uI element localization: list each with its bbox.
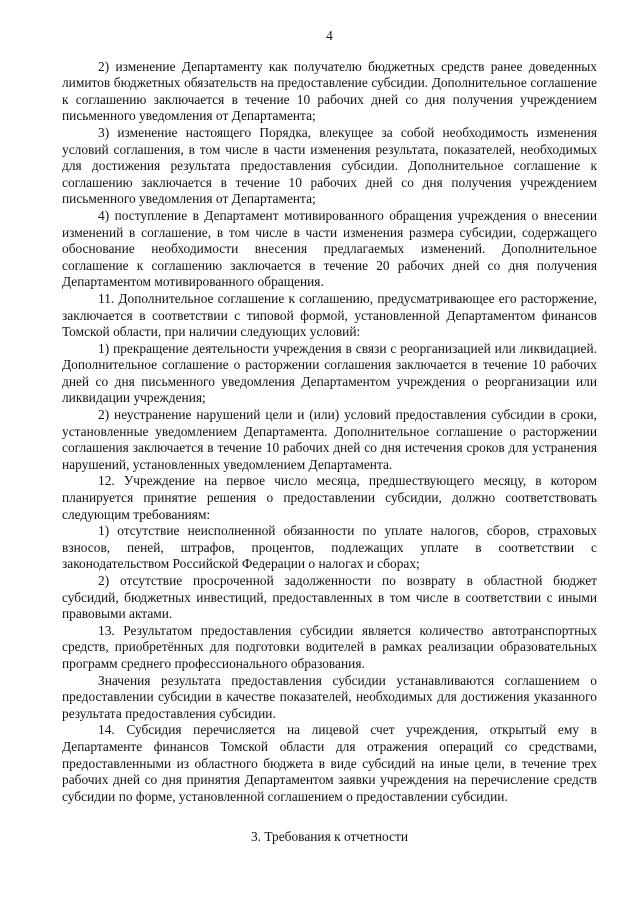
paragraph-clause-12-item-2: 2) отсутствие просроченной задолженности по возврату в областной бюджет субсидий, бюджетных инвестиций, предоставленных в том числе в соответствии с иными правовыми актами. <box>62 573 597 622</box>
paragraph-clause-13: 13. Результатом предоставления субсидии является количество автотранспортных средств, приобретённых для подготовки водителей в рамках реализации образовательных программ среднего профессионального образования. <box>62 622 597 671</box>
document-page <box>62 28 597 846</box>
section-heading: 3. Требования к отчетности <box>250 829 409 845</box>
paragraph-result-values: Значения результата предоставления субсидии устанавливаются соглашением о предоставлении субсидии в качестве показателей, необходимых для достижения указанного результата предоставления субсидии. <box>62 672 597 721</box>
paragraph-clause-11-item-1: 1) прекращение деятельности учреждения в связи с реорганизацией или ликвидацией. Дополнительное соглашение о расторжении соглашения заключается в течение 10 рабочих дней со дня письменного уведомления Департаментом учреждения о реорганизации или ликвидации учреждения; <box>62 340 597 406</box>
page-number: 4 <box>326 28 333 43</box>
paragraph-item-4-appeal: 4) поступление в Департамент мотивированного обращения учреждения о внесении изменений в соглашение, в том числе в части изменения размера субсидии, содержащего обоснование необходимости внесения предлагаемых изменений. Дополнительное соглашение к соглашению заключается в течение 20 рабочих дней со дня получения Департаментом мотивированного обращения. <box>62 207 597 290</box>
paragraph-clause-14: 14. Субсидия перечисляется на лицевой счет учреждения, открытый ему в Департаменте финансов Томской области для отражения операций со средствами, предоставленными из областного бюджета в виде субсидий на иные цели, в течение трех рабочих дней со дня принятия Департаментом заявки учреждения на перечисление средств субсидии по форме, установленной соглашением о предоставлении субсидии. <box>62 722 597 804</box>
paragraph-item-3-procedure-change: 3) изменение настоящего Порядка, влекущее за собой необходимость изменения условий соглашения, в том числе в части изменения результата, показателей, необходимых для достижения результата предоставления субсидии. Дополнительное соглашение к соглашению заключается в течение 10 рабочих дней со дня получения учреждением письменного уведомления от Департамента; <box>62 124 597 207</box>
paragraph-clause-12: 12. Учреждение на первое число месяца, предшествующего месяцу, в котором планируется принятие решения о предоставлении субсидии, должно соответствовать следующим требованиям: <box>62 473 597 522</box>
paragraph-clause-12-item-1: 1) отсутствие неисполненной обязанности по уплате налогов, сборов, страховых взносов, пеней, штрафов, процентов, подлежащих уплате в соответствии с законодательством Российской Федерации о налогах и сборах; <box>62 523 597 572</box>
paragraph-clause-11-item-2: 2) неустранение нарушений цели и (или) условий предоставления субсидии в сроки, установленные уведомлением Департамента. Дополнительное соглашение о расторжении соглашения заключается в течение 10 рабочих дней со дня истечения сроков для устранения нарушений, установленных уведомлением Департамента. <box>62 407 597 472</box>
paragraph-clause-11: 11. Дополнительное соглашение к соглашению, предусматривающее его расторжение, заключается в соответствии с типовой формой, установленной Департаментом финансов Томской области, при наличии следующих условий: <box>62 290 597 340</box>
paragraph-item-2-budget-limits: 2) изменение Департаменту как получателю бюджетных средств ранее доведенных лимитов бюджетных обязательств на предоставление субсидии. Дополнительное соглашение к соглашению заключается в течение 10 рабочих дней со дня получения учреждением письменного уведомления от Департамента; <box>62 58 597 124</box>
